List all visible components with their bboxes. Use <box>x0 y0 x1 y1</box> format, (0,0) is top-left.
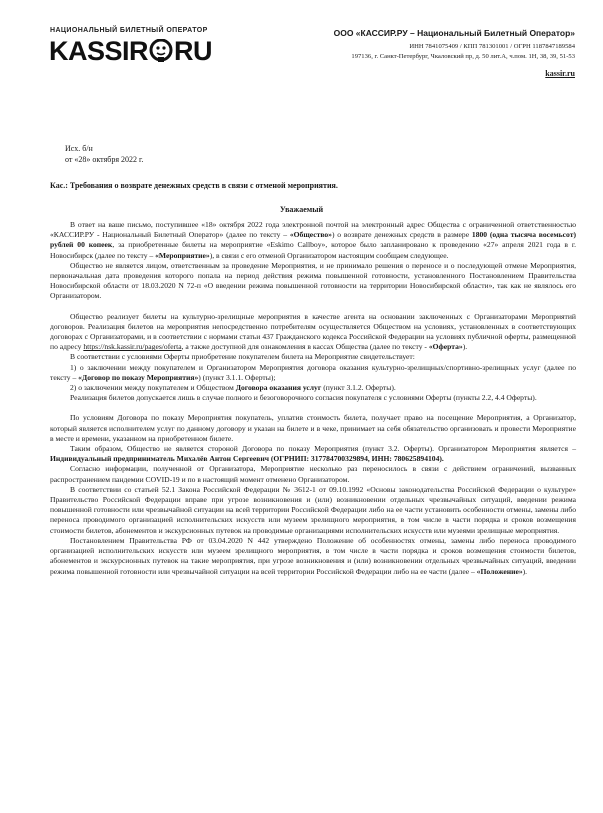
paragraph: 1) о заключении между покупателем и Организатором Мероприятия договора оказания культурно-зрелищных/спортивно-зрелищных услуг (далее по тексту – «Договор по показу Мероприятия») (пункт 3.1.1. Оферты); <box>50 362 576 382</box>
logo-text-left: KASSIR <box>49 35 149 66</box>
paragraph: Реализация билетов допускается лишь в случае полного и безоговорочного согласия покупателя с условиями Оферты (пункты 2.2, 4.4 Оферты). <box>70 393 537 403</box>
paragraph: Общество не является лицом, ответственным за проведение Мероприятия, и не принимало решения о переносе и о последующей отмене Мероприятия, первоначальная дата проведения которого попала на период действия режима повышенной готовности, установленного Постановлением Правительства Новосибирской области от 18.03.2020 N 72-п «О введении режима повышенной готовности на территории Новосибирской области», так как не являлось его Организатором. <box>50 260 576 301</box>
paragraph: Общество реализует билеты на культурно-зрелищные мероприятия в качестве агента на основании заключенных с Организаторами Мероприятий договоров. Реализация билетов на мероприятия непосредственно потребителям осуществляется Обществом на условиях, установленных в соответствующих договорах с Организаторами, и в соответствии с нормами статьи 437 Гражданского кодекса Российской Федерации на условиях публичной оферты, размещенной по адресу https://nsk.kassir.ru/pages/oferta, а также доступной для ознакомления в кассах Общества (далее по тексту - «Оферта»). <box>50 311 576 352</box>
org-name: ООО «КАССИР.РУ – Национальный Билетный Оператор» <box>333 28 575 38</box>
paragraph: Согласно информации, полученной от Организатора, Мероприятие несколько раз переносилось в связи с действием ограничений, вызванных распространением пандемии COVID-19 и по в настоящий момент отменено Организатором. <box>50 464 576 484</box>
org-ids: ИНН 7841075409 / КПП 781301001 / ОГРН 1187847189584 <box>409 43 575 50</box>
org-site-link[interactable]: kassir.ru <box>545 69 575 78</box>
oferta-link[interactable]: https://nsk.kassir.ru/pages/oferta <box>83 342 182 352</box>
paragraph: Постановлением Правительства РФ от 03.04.2020 N 442 утверждено Положение об особенностях отмены, замены либо переноса проводимого организацией исполнительских искусств или музеем зрелищного мероприятия, в том числе в части порядка и сроков возмещения стоимости билетов, абонементов и экскурсионных путевок на такие мероприятия, при угрозе возникновения и (или) возникновении отдельных чрезвычайных ситуаций, введении режима повышенной готовности или чрезвычайной ситуации на всей территории Российской Федерации либо на ее части (далее – «Положение»). <box>50 535 576 576</box>
paragraph: В соответствии со статьей 52.1 Закона Российской Федерации № 3612-1 от 09.10.1992 «Основы законодательства Российской Федерации о культуре» Правительство Российской Федерации вправе при угрозе возникновения и (или) возникновении отдельных чрезвычайных ситуаций, введении режима повышенной готовности или чрезвычайной ситуации на всей территории Российской Федерации либо на ее части установить особенности отмены, замены либо переноса проводимого организацией исполнительских искусств или музеем зрелищного мероприятия, в том числе в части порядка и сроков возмещения стоимости билетов, абонементов и экскурсионных путевок на проводимые организациями исполнительских искусств или музеями зрелищные мероприятия. <box>50 484 576 535</box>
paragraph: В соответствии с условиями Оферты приобретение покупателем билета на Мероприятие свидетельствует: <box>70 352 415 362</box>
org-address: 197136, г. Санкт-Петербург, Чкаловский пр, д. 50 лит.А, ч.пом. 1Н, 38, 39, 51-53 <box>351 53 575 60</box>
logo-text-right: RU <box>174 35 213 66</box>
organization-details <box>245 28 575 79</box>
letter-subject: Кас.: Требования о возврате денежных средств в связи с отменой мероприятия. <box>50 181 338 190</box>
kassir-logo <box>49 35 213 66</box>
paragraph: В ответ на ваше письмо, поступившее «18» октября 2022 года электронной почтой на электронный адрес Общества с ограниченной ответственностью «КАССИР.РУ - Национальный Билетный Оператор» (далее по тексту – «Общество») о возврате денежных средств в размере 1800 (одна тысяча восемьсот) рублей 00 копеек, за приобретенные билеты на мероприятие «Eskimo Callboy», которое было запланировано к проведению «27» апреля 2021 года в г. Новосибирск (далее по тексту – «Мероприятие»), в связи с его отменой Организатором настоящим сообщаем следующее. <box>50 220 577 260</box>
paragraph: 2) о заключении между покупателем и Обществом Договора оказания услуг (пункт 3.1.2. Оферты). <box>70 383 396 393</box>
letter-ref: Исх. б/н <box>65 144 93 153</box>
paragraph: Таким образом, Общество не является стороной Договора по показу Мероприятия (пункт 3.2. Оферты). Организатором Мероприятия является – Индивидуальный предприниматель Михалёв Антон Сергеевич (ОГРНИП: 317784700329894, ИНН: 780625894104). <box>50 444 576 464</box>
logo-tagline: НАЦИОНАЛЬНЫЙ БИЛЕТНЫЙ ОПЕРАТОР <box>50 27 208 34</box>
letter-greeting: Уважаемый <box>279 205 324 214</box>
paragraph: По условиям Договора по показу Мероприятия покупатель, уплатив стоимость билета, получает право на посещение Мероприятия, а Организатор, который является исполнителем услуг по данному договору и указан на билете и в чеке, принимает на себя обязательство организовать и провести Мероприятие в месте и времени, указанном на приобретенном билете. <box>50 413 576 443</box>
letter-body <box>50 220 576 577</box>
letter-date: от «28» октября 2022 г. <box>65 155 144 164</box>
ticket-mascot-icon <box>149 39 173 63</box>
letter-meta <box>65 143 143 165</box>
